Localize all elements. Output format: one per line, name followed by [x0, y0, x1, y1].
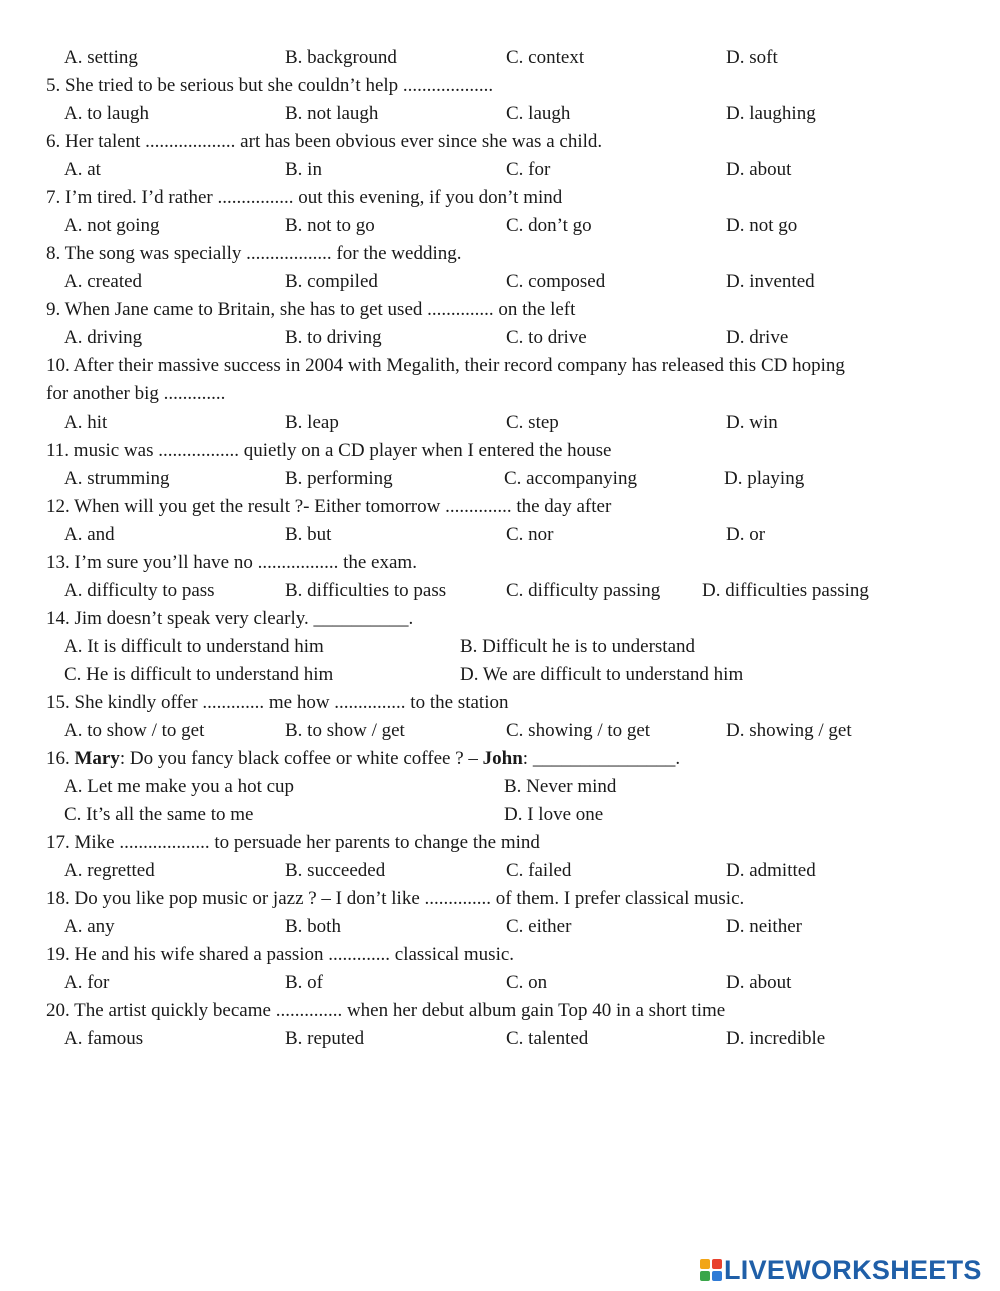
option-c[interactable]: C. context — [506, 47, 585, 68]
option-b[interactable]: B. not laugh — [285, 103, 379, 124]
option-d[interactable]: D. laughing — [726, 103, 816, 124]
option-c[interactable]: C. nor — [506, 524, 554, 545]
option-a[interactable]: A. Let me make you a hot cup — [64, 776, 295, 797]
question-stem — [0, 549, 1000, 577]
question-stem — [0, 240, 1000, 268]
option-a[interactable]: A. driving — [64, 327, 143, 348]
option-b[interactable]: B. difficulties to pass — [285, 580, 447, 601]
question-text: 20. The artist quickly became .............. when her debut album gain Top 40 in a short time — [46, 1000, 726, 1021]
option-d[interactable]: D. playing — [724, 468, 805, 489]
liveworksheets-logo-icon — [700, 1259, 722, 1281]
question-dialogue: : Do you fancy black coffee or white coffee ? – — [119, 748, 483, 769]
option-c[interactable]: C. difficulty passing — [506, 580, 661, 601]
option-a[interactable]: A. and — [64, 524, 115, 545]
speaker-name: Mary — [74, 748, 120, 769]
options-row — [0, 465, 1000, 493]
options-row — [0, 324, 1000, 352]
question-stem — [0, 605, 1000, 633]
option-a[interactable]: A. for — [64, 972, 110, 993]
logo-square — [700, 1259, 710, 1269]
option-b[interactable]: B. compiled — [285, 271, 378, 292]
question-text: 12. When will you get the result ?- Either tomorrow .............. the day after — [46, 496, 612, 517]
options-row — [0, 717, 1000, 745]
option-b[interactable]: B. reputed — [285, 1028, 365, 1049]
option-a[interactable]: A. difficulty to pass — [64, 580, 215, 601]
options-row — [0, 913, 1000, 941]
option-b[interactable]: B. both — [285, 916, 341, 937]
option-a[interactable]: A. not going — [64, 215, 160, 236]
option-a[interactable]: A. strumming — [64, 468, 170, 489]
question-text-continued: for another big ............. — [46, 383, 226, 404]
question-stem — [0, 745, 1000, 773]
option-b[interactable]: B. to show / get — [285, 720, 405, 741]
answer-blank: : _______________. — [522, 748, 681, 769]
question-stem — [0, 493, 1000, 521]
liveworksheets-logo — [700, 1256, 982, 1284]
question-text: 13. I’m sure you’ll have no ................. the exam. — [46, 552, 417, 573]
question-text: 15. She kindly offer ............. me how ............... to the station — [46, 692, 509, 713]
question-stem-continued — [0, 380, 1000, 408]
option-d[interactable]: D. not go — [726, 215, 798, 236]
option-d[interactable]: D. invented — [726, 271, 815, 292]
question-text — [46, 745, 680, 773]
question-stem — [0, 997, 1000, 1025]
option-a[interactable]: A. It is difficult to understand him — [64, 636, 324, 657]
question-stem — [0, 352, 1000, 380]
question-text: 6. Her talent ................... art has been obvious ever since she was a child. — [46, 131, 603, 152]
option-a[interactable]: A. to laugh — [64, 103, 149, 124]
question-stem — [0, 437, 1000, 465]
option-b[interactable]: B. of — [285, 972, 323, 993]
option-c[interactable]: C. He is difficult to understand him — [64, 664, 334, 685]
options-row — [0, 801, 1000, 829]
logo-text: LIVEWORKSHEETS — [724, 1255, 982, 1285]
option-c[interactable]: C. failed — [506, 860, 572, 881]
option-d[interactable]: D. or — [726, 524, 766, 545]
option-a[interactable]: A. any — [64, 916, 115, 937]
option-d[interactable]: D. neither — [726, 916, 802, 937]
question-stem — [0, 184, 1000, 212]
option-c[interactable]: C. accompanying — [504, 468, 637, 489]
question-text: 7. I’m tired. I’d rather ................ out this evening, if you don’t mind — [46, 187, 563, 208]
question-text: 11. music was ................. quietly on a CD player when I entered the house — [46, 440, 612, 461]
options-row — [0, 969, 1000, 997]
question-text: 10. After their massive success in 2004 with Megalith, their record company has released this CD hoping — [46, 355, 845, 376]
options-row — [0, 409, 1000, 437]
logo-square — [712, 1271, 722, 1281]
option-c[interactable]: C. showing / to get — [506, 720, 651, 741]
option-a[interactable]: A. famous — [64, 1028, 144, 1049]
option-b[interactable]: B. to driving — [285, 327, 382, 348]
question-number: 16. — [46, 748, 75, 769]
question-stem — [0, 689, 1000, 717]
logo-square — [700, 1271, 710, 1281]
option-c[interactable]: C. on — [506, 972, 548, 993]
option-c[interactable]: C. It’s all the same to me — [64, 804, 254, 825]
options-row — [0, 268, 1000, 296]
options-row — [0, 100, 1000, 128]
option-d[interactable]: D. incredible — [726, 1028, 826, 1049]
option-a[interactable]: A. at — [64, 159, 101, 180]
options-row — [0, 212, 1000, 240]
options-row — [0, 633, 1000, 661]
option-d[interactable]: D. win — [726, 412, 778, 433]
question-text: 5. She tried to be serious but she couldn’t help ................... — [46, 75, 494, 96]
option-c[interactable]: C. composed — [506, 271, 606, 292]
option-c[interactable]: C. to drive — [506, 327, 587, 348]
option-c[interactable]: C. laugh — [506, 103, 571, 124]
option-d[interactable]: D. I love one — [504, 804, 604, 825]
option-d[interactable]: D. showing / get — [726, 720, 852, 741]
option-a[interactable]: A. to show / to get — [64, 720, 205, 741]
question-text: 9. When Jane came to Britain, she has to get used .............. on the left — [46, 299, 576, 320]
speaker-name: John — [482, 748, 523, 769]
option-d[interactable]: D. We are difficult to understand him — [460, 664, 744, 685]
question-stem — [0, 128, 1000, 156]
option-b[interactable]: B. but — [285, 524, 332, 545]
question-text: 18. Do you like pop music or jazz ? – I don’t like .............. of them. I prefer classical music. — [46, 888, 745, 909]
question-stem — [0, 72, 1000, 100]
option-a[interactable]: A. created — [64, 271, 143, 292]
option-b[interactable]: B. Never mind — [504, 776, 617, 797]
option-c[interactable]: C. talented — [506, 1028, 589, 1049]
options-row-q4 — [0, 44, 1000, 72]
options-row — [0, 1025, 1000, 1053]
option-d[interactable]: D. about — [726, 159, 792, 180]
options-row — [0, 521, 1000, 549]
option-c[interactable]: C. for — [506, 159, 551, 180]
options-row — [0, 773, 1000, 801]
option-b[interactable]: B. background — [285, 47, 397, 68]
option-d[interactable]: D. about — [726, 972, 792, 993]
question-stem — [0, 941, 1000, 969]
options-row — [0, 156, 1000, 184]
option-b[interactable]: B. leap — [285, 412, 339, 433]
question-stem — [0, 885, 1000, 913]
option-b[interactable]: B. succeeded — [285, 860, 386, 881]
options-row — [0, 661, 1000, 689]
question-text: 8. The song was specially .................. for the wedding. — [46, 243, 462, 264]
option-d[interactable]: D. difficulties passing — [702, 580, 869, 601]
option-b[interactable]: B. in — [285, 159, 322, 180]
option-c[interactable]: C. don’t go — [506, 215, 592, 236]
option-a[interactable]: A. hit — [64, 412, 108, 433]
question-text: 17. Mike ................... to persuade her parents to change the mind — [46, 832, 540, 853]
option-b[interactable]: B. not to go — [285, 215, 375, 236]
logo-square — [712, 1259, 722, 1269]
option-a[interactable]: A. setting — [64, 47, 138, 68]
question-text: 14. Jim doesn’t speak very clearly. __________. — [46, 608, 414, 629]
options-row — [0, 577, 1000, 605]
option-b[interactable]: B. performing — [285, 468, 393, 489]
option-d[interactable]: D. admitted — [726, 860, 816, 881]
option-a[interactable]: A. regretted — [64, 860, 155, 881]
question-stem — [0, 829, 1000, 857]
option-b[interactable]: B. Difficult he is to understand — [460, 636, 696, 657]
option-d[interactable]: D. drive — [726, 327, 789, 348]
option-c[interactable]: C. either — [506, 916, 572, 937]
question-stem — [0, 296, 1000, 324]
options-row — [0, 857, 1000, 885]
option-d[interactable]: D. soft — [726, 47, 778, 68]
option-c[interactable]: C. step — [506, 412, 559, 433]
question-text: 19. He and his wife shared a passion ............. classical music. — [46, 944, 515, 965]
